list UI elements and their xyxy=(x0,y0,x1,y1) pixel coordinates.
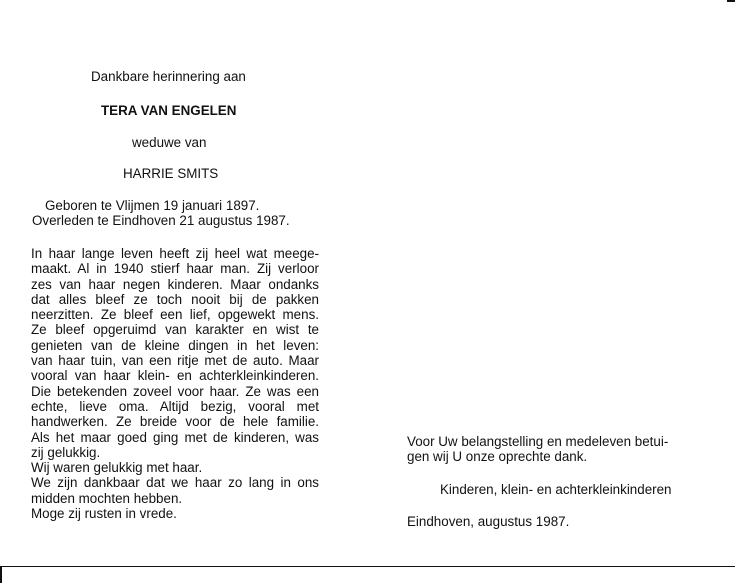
memorial-line: Moge zij rusten in vrede. xyxy=(31,506,177,522)
intro-text: Dankbare herinnering aan xyxy=(91,69,246,84)
birth-line: Geboren te Vlijmen 19 januari 1897. xyxy=(45,198,260,213)
memorial-line: Wij waren gelukkig met haar. xyxy=(31,460,203,476)
memorial-line: echte, lieve oma. Altijd bezig, vooral met xyxy=(31,398,319,414)
memorial-text xyxy=(31,246,319,521)
memorial-line: maakt. Al in 1940 stierf haar man. Zij verloor xyxy=(31,261,319,277)
thanks-line-2: gen wij U onze oprechte dank. xyxy=(407,449,588,464)
memorial-line: In haar lange leven heeft zij heel wat meege- xyxy=(31,246,319,261)
memorial-line: vooral van haar klein- en achterkleinkinderen. xyxy=(31,368,319,384)
memorial-line: Ze bleef opgeruimd van karakter en wist te xyxy=(31,322,319,338)
memorial-line: zes van haar negen kinderen. Maar ondanks xyxy=(31,276,319,292)
family-signature: Kinderen, klein- en achterkleinkinderen xyxy=(440,482,672,497)
memorial-line: midden mochten hebben. xyxy=(31,490,183,506)
memorial-line: Als het maar goed ging met de kinderen, was xyxy=(31,429,319,445)
thanks-line-1: Voor Uw belangstelling en medeleven betui- xyxy=(407,434,669,449)
card-left-edge xyxy=(0,566,2,583)
memorial-line: van haar tuin, van een ritje met de auto. Maar xyxy=(31,353,319,369)
deceased-name: TERA VAN ENGELEN xyxy=(101,103,237,118)
spouse-name: HARRIE SMITS xyxy=(123,166,219,181)
memorial-line: genieten van de kleine dingen in het leven: xyxy=(31,337,319,353)
memorial-line: We zijn dankbaar dat we haar zo lang in ons xyxy=(31,475,319,491)
memorial-line: Die betekenden zoveel voor haar. Ze was een xyxy=(31,383,319,399)
memorial-line: dat alles bleef ze toch nooit bij de pakken xyxy=(31,291,319,307)
memorial-line: handwerken. Ze breide voor de hele familie. xyxy=(31,414,319,430)
scan-corner-mark xyxy=(727,0,735,2)
card-bottom-edge xyxy=(0,566,735,567)
death-line: Overleden te Eindhoven 21 augustus 1987. xyxy=(32,213,290,228)
relation-text: weduwe van xyxy=(132,135,207,150)
place-date: Eindhoven, augustus 1987. xyxy=(407,514,570,529)
memorial-line: neerzitten. Ze bleef een lief, opgewekt mens. xyxy=(31,307,319,323)
memorial-line: zij gelukkig. xyxy=(31,444,101,460)
